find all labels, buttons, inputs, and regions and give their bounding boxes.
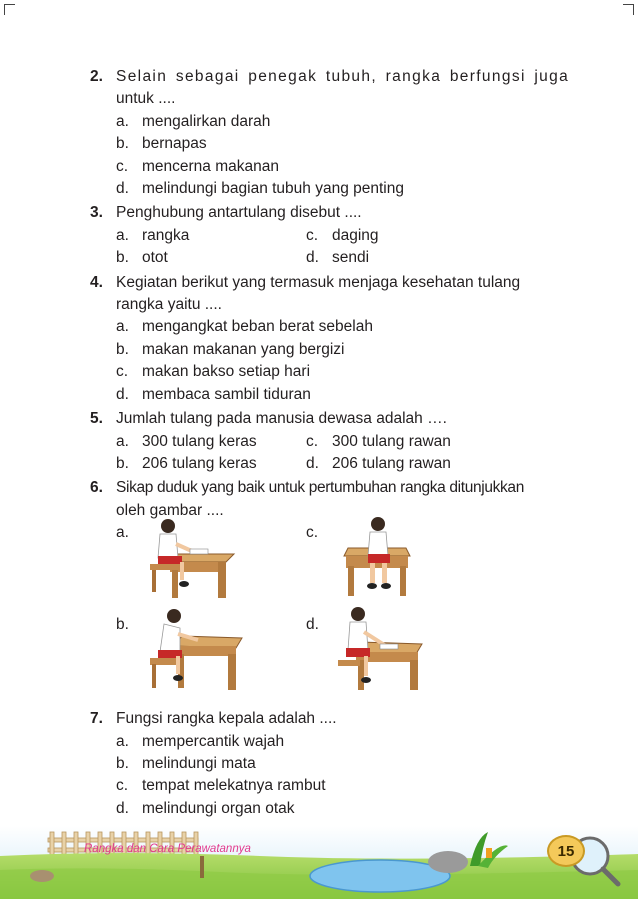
question-text: untuk ....: [116, 90, 176, 108]
option: b. melindungi mata: [116, 754, 256, 772]
option: a. 300 tulang keras: [116, 432, 257, 450]
question-6: [90, 477, 580, 706]
question-text: Fungsi rangka kepala adalah ....: [116, 710, 337, 728]
crop-mark: [4, 4, 15, 15]
question-text: Kegiatan berikut yang termasuk menjaga kesehatan tulang: [116, 273, 521, 291]
question-2: [90, 66, 580, 200]
child-sitting-illustration: [336, 514, 428, 604]
page-number-badge: 15: [547, 835, 585, 867]
child-sitting-illustration: [336, 606, 428, 696]
option: d. melindungi organ otak: [116, 799, 295, 817]
footer-decoration: [0, 826, 638, 899]
option: a. mengangkat beban berat sebelah: [116, 318, 373, 336]
option: b. bernapas: [116, 135, 207, 153]
option: d. 206 tulang rawan: [306, 454, 451, 472]
question-5: [90, 408, 580, 475]
option: c. tempat melekatnya rambut: [116, 777, 326, 795]
option: c. makan bakso setiap hari: [116, 363, 311, 381]
question-4: [90, 272, 580, 406]
child-sitting-illustration: [146, 514, 238, 604]
question-3: [90, 202, 580, 269]
option-image-d: d.: [306, 614, 496, 706]
option: a. rangka: [116, 226, 190, 244]
option-image-c: c.: [306, 522, 496, 614]
option: b. 206 tulang keras: [116, 454, 257, 472]
question-list: [90, 66, 580, 822]
question-text: Jumlah tulang pada manusia dewasa adalah ….: [116, 410, 447, 428]
question-text: rangka yaitu ....: [116, 296, 222, 314]
question-7: [90, 708, 580, 820]
option: b. otot: [116, 249, 168, 267]
question-text: Penghubung antartulang disebut ....: [116, 204, 362, 222]
option: d. melindungi bagian tubuh yang penting: [116, 180, 404, 198]
option: c. daging: [306, 226, 379, 244]
option: c. 300 tulang rawan: [306, 432, 451, 450]
option-image-a: a.: [116, 522, 306, 614]
option: b. makan makanan yang bergizi: [116, 340, 345, 358]
question-text: oleh gambar ....: [116, 501, 224, 519]
child-sitting-illustration: [146, 606, 246, 696]
question-number: 3.: [90, 204, 103, 222]
option-image-b: b.: [116, 614, 306, 706]
question-number: 6.: [90, 479, 103, 497]
question-number: 2.: [90, 68, 103, 85]
question-number: 7.: [90, 710, 103, 728]
option: d. sendi: [306, 249, 370, 267]
question-number: 5.: [90, 410, 103, 428]
option: c. mencerna makanan: [116, 157, 279, 175]
crop-mark: [623, 4, 634, 15]
question-text: Selain sebagai penegak tubuh, rangka berfungsi juga: [116, 68, 570, 85]
question-number: 4.: [90, 273, 103, 291]
option: a. mempercantik wajah: [116, 732, 285, 750]
option: a. mengalirkan darah: [116, 112, 271, 130]
book-chapter-title: Rangka dan Cara Perawatannya: [84, 843, 251, 855]
option: d. membaca sambil tiduran: [116, 385, 311, 403]
question-text: Sikap duduk yang baik untuk pertumbuhan rangka ditunjukkan: [116, 479, 524, 497]
